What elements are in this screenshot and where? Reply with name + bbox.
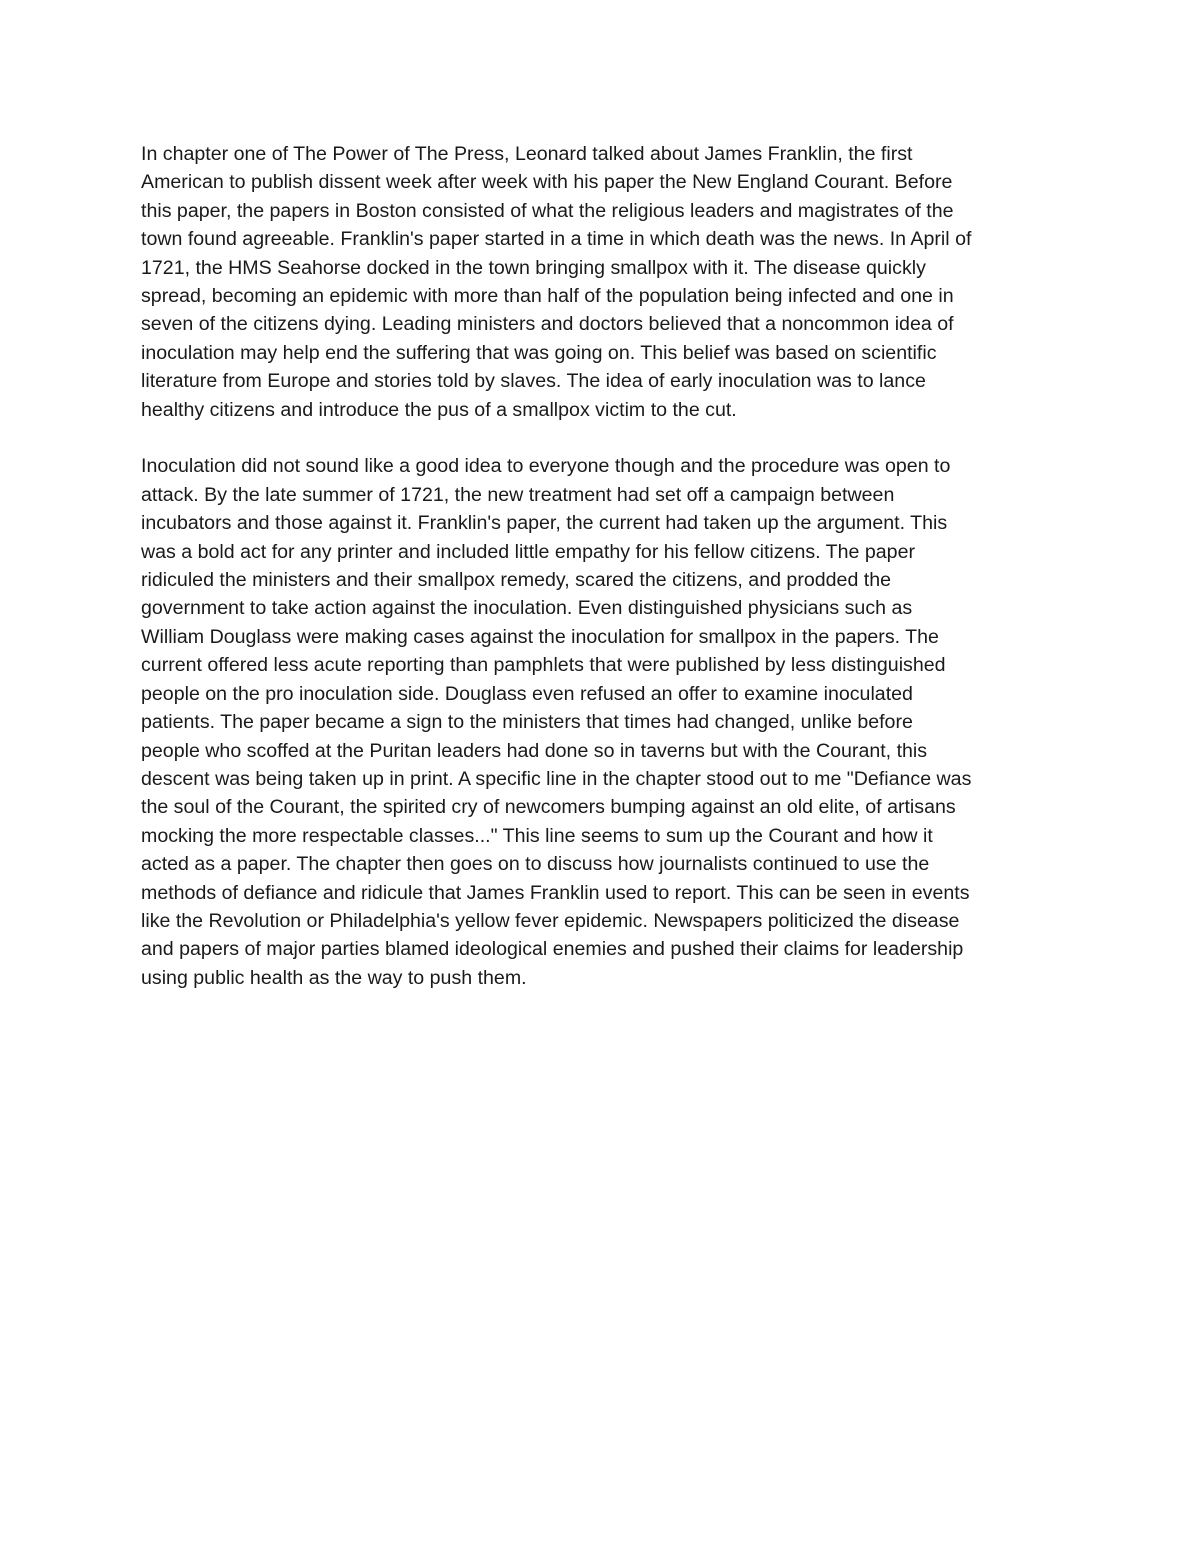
text-line: In chapter one of The Power of The Press, Leonard talked about James Franklin, the first: [141, 143, 913, 165]
text-line: inoculation may help end the suffering that was going on. This belief was based on scientific: [141, 341, 937, 364]
paragraph-1: [141, 140, 1071, 424]
text-line: using public health as the way to push them.: [141, 966, 527, 989]
text-line: American to publish dissent week after week with his paper the New England Courant. Before: [141, 171, 953, 194]
text-line: attack. By the late summer of 1721, the new treatment had set off a campaign between: [141, 483, 895, 506]
text-line: mocking the more respectable classes..." This line seems to sum up the Courant and how it: [141, 824, 933, 847]
paragraph-spacer: [141, 424, 1071, 452]
text-line: and papers of major parties blamed ideological enemies and pushed their claims for leadership: [141, 938, 964, 961]
text-line: methods of defiance and ridicule that James Franklin used to report. This can be seen in events: [141, 881, 970, 904]
text-line: this paper, the papers in Boston consisted of what the religious leaders and magistrates of the: [141, 199, 954, 222]
text-line: town found agreeable. Franklin's paper started in a time in which death was the news. In April of: [141, 228, 972, 251]
text-line: William Douglass were making cases against the inoculation for smallpox in the papers. The: [141, 625, 939, 648]
text-line: was a bold act for any printer and included little empathy for his fellow citizens. The paper: [141, 540, 916, 563]
text-line: 1721, the HMS Seahorse docked in the town bringing smallpox with it. The disease quickly: [141, 256, 926, 279]
text-line: the soul of the Courant, the spirited cry of newcomers bumping against an old elite, of artisans: [141, 796, 956, 819]
text-line: seven of the citizens dying. Leading ministers and doctors believed that a noncommon idea of: [141, 313, 954, 336]
text-line: people who scoffed at the Puritan leaders had done so in taverns but with the Courant, this: [141, 739, 928, 762]
text-line: descent was being taken up in print. A specific line in the chapter stood out to me "Defiance was: [141, 767, 972, 790]
paragraph-2: [141, 452, 1071, 992]
text-line: ridiculed the ministers and their smallpox remedy, scared the citizens, and prodded the: [141, 569, 892, 592]
document-body: [141, 140, 1071, 992]
text-line: incubators and those against it. Franklin's paper, the current had taken up the argument. This: [141, 512, 948, 535]
text-line: spread, becoming an epidemic with more than half of the population being infected and one in: [141, 285, 954, 308]
text-line: acted as a paper. The chapter then goes on to discuss how journalists continued to use the: [141, 853, 930, 876]
text-line: healthy citizens and introduce the pus of a smallpox victim to the cut.: [141, 398, 737, 421]
text-line: literature from Europe and stories told by slaves. The idea of early inoculation was to lance: [141, 370, 926, 393]
text-line: people on the pro inoculation side. Douglass even refused an offer to examine inoculated: [141, 682, 913, 705]
text-line: government to take action against the inoculation. Even distinguished physicians such as: [141, 597, 913, 620]
text-line: like the Revolution or Philadelphia's yellow fever epidemic. Newspapers politicized the disease: [141, 909, 960, 932]
text-line: current offered less acute reporting than pamphlets that were published by less distinguished: [141, 654, 946, 677]
text-line: Inoculation did not sound like a good idea to everyone though and the procedure was open to: [141, 455, 951, 478]
text-line: patients. The paper became a sign to the ministers that times had changed, unlike before: [141, 711, 913, 734]
